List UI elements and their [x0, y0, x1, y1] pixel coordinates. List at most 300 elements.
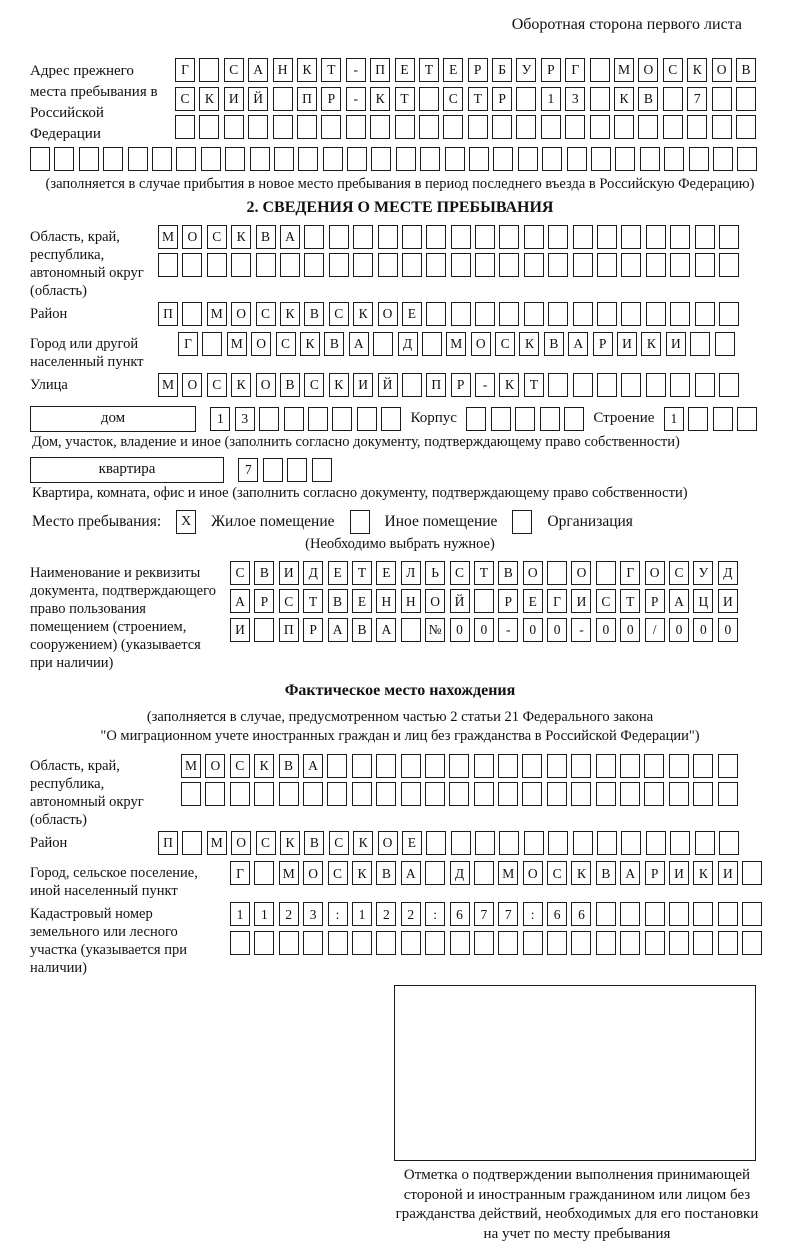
form-cell[interactable]	[646, 831, 666, 855]
form-cell[interactable]: С	[230, 561, 250, 585]
form-cell[interactable]	[621, 253, 641, 277]
form-cell[interactable]	[640, 147, 660, 171]
form-cell[interactable]	[669, 931, 689, 955]
form-cell[interactable]	[304, 253, 324, 277]
form-cell[interactable]	[695, 302, 715, 326]
form-cell[interactable]: В	[596, 861, 616, 885]
form-cell[interactable]	[571, 754, 591, 778]
form-cell[interactable]	[547, 931, 567, 955]
form-cell[interactable]: В	[304, 831, 324, 855]
form-cell[interactable]	[205, 782, 225, 806]
form-cell[interactable]	[499, 302, 519, 326]
form-cell[interactable]: С	[276, 332, 296, 356]
form-cell[interactable]	[451, 302, 471, 326]
form-cell[interactable]	[332, 407, 352, 431]
form-cell[interactable]: 3	[565, 87, 585, 111]
form-cell[interactable]	[474, 782, 494, 806]
form-cell[interactable]	[321, 115, 341, 139]
form-cell[interactable]	[396, 147, 416, 171]
form-cell[interactable]	[103, 147, 123, 171]
form-cell[interactable]	[224, 115, 244, 139]
form-cell[interactable]: :	[523, 902, 543, 926]
form-cell[interactable]: Е	[352, 589, 372, 613]
form-cell[interactable]	[547, 754, 567, 778]
form-cell[interactable]: А	[401, 861, 421, 885]
form-cell[interactable]	[742, 902, 762, 926]
form-cell[interactable]	[523, 931, 543, 955]
form-cell[interactable]: К	[687, 58, 707, 82]
form-cell[interactable]	[670, 302, 690, 326]
form-cell[interactable]	[597, 253, 617, 277]
form-cell[interactable]	[597, 225, 617, 249]
form-cell[interactable]	[498, 782, 518, 806]
form-cell[interactable]: 1	[230, 902, 250, 926]
form-cell[interactable]: К	[254, 754, 274, 778]
form-cell[interactable]	[475, 302, 495, 326]
form-cell[interactable]: 0	[596, 618, 616, 642]
form-cell[interactable]: :	[425, 902, 445, 926]
form-cell[interactable]	[715, 332, 735, 356]
form-cell[interactable]	[419, 115, 439, 139]
form-cell[interactable]	[274, 147, 294, 171]
form-cell[interactable]	[254, 861, 274, 885]
form-cell[interactable]: К	[641, 332, 661, 356]
form-cell[interactable]	[719, 373, 739, 397]
form-cell[interactable]: С	[175, 87, 195, 111]
form-cell[interactable]: О	[638, 58, 658, 82]
form-cell[interactable]: А	[230, 589, 250, 613]
form-cell[interactable]	[273, 115, 293, 139]
form-cell[interactable]: О	[712, 58, 732, 82]
form-cell[interactable]	[401, 931, 421, 955]
checkbox-inoe-pomeshchenie[interactable]	[350, 510, 370, 534]
form-cell[interactable]	[303, 782, 323, 806]
form-cell[interactable]: С	[663, 58, 683, 82]
form-cell[interactable]	[596, 782, 616, 806]
form-cell[interactable]	[713, 407, 733, 431]
form-cell[interactable]: О	[182, 373, 202, 397]
form-cell[interactable]	[231, 253, 251, 277]
form-cell[interactable]	[230, 931, 250, 955]
form-cell[interactable]: К	[353, 302, 373, 326]
form-cell[interactable]: В	[256, 225, 276, 249]
form-cell[interactable]: 2	[401, 902, 421, 926]
form-cell[interactable]	[620, 902, 640, 926]
form-cell[interactable]	[445, 147, 465, 171]
form-cell[interactable]	[327, 754, 347, 778]
form-cell[interactable]: Д	[398, 332, 418, 356]
form-cell[interactable]: К	[231, 225, 251, 249]
form-cell[interactable]: О	[182, 225, 202, 249]
form-cell[interactable]: Р	[254, 589, 274, 613]
form-cell[interactable]: 1	[254, 902, 274, 926]
form-cell[interactable]: К	[280, 302, 300, 326]
form-cell[interactable]	[182, 253, 202, 277]
form-cell[interactable]	[176, 147, 196, 171]
form-cell[interactable]	[401, 782, 421, 806]
form-cell[interactable]	[175, 115, 195, 139]
form-cell[interactable]	[353, 253, 373, 277]
form-cell[interactable]	[254, 618, 274, 642]
form-cell[interactable]: А	[376, 618, 396, 642]
form-cell[interactable]	[376, 754, 396, 778]
form-cell[interactable]: 0	[547, 618, 567, 642]
form-cell[interactable]: 1	[541, 87, 561, 111]
form-cell[interactable]	[620, 782, 640, 806]
form-cell[interactable]: К	[499, 373, 519, 397]
form-cell[interactable]	[450, 931, 470, 955]
form-cell[interactable]	[713, 147, 733, 171]
form-cell[interactable]: Р	[645, 861, 665, 885]
form-cell[interactable]	[571, 782, 591, 806]
form-cell[interactable]	[688, 407, 708, 431]
form-cell[interactable]	[182, 302, 202, 326]
form-cell[interactable]	[303, 931, 323, 955]
form-cell[interactable]: 6	[547, 902, 567, 926]
form-cell[interactable]: А	[328, 618, 348, 642]
form-cell[interactable]: Г	[620, 561, 640, 585]
form-cell[interactable]	[693, 931, 713, 955]
form-cell[interactable]: И	[224, 87, 244, 111]
form-cell[interactable]: П	[426, 373, 446, 397]
form-cell[interactable]: Р	[593, 332, 613, 356]
form-cell[interactable]: У	[693, 561, 713, 585]
form-cell[interactable]: 0	[718, 618, 738, 642]
form-cell[interactable]	[312, 458, 332, 482]
form-cell[interactable]: 2	[376, 902, 396, 926]
form-cell[interactable]: П	[158, 831, 178, 855]
form-cell[interactable]	[596, 754, 616, 778]
form-cell[interactable]: К	[300, 332, 320, 356]
form-cell[interactable]	[201, 147, 221, 171]
form-cell[interactable]: Т	[395, 87, 415, 111]
form-cell[interactable]: Т	[352, 561, 372, 585]
form-cell[interactable]	[352, 931, 372, 955]
form-cell[interactable]	[347, 147, 367, 171]
form-cell[interactable]	[736, 115, 756, 139]
form-cell[interactable]: Н	[376, 589, 396, 613]
form-cell[interactable]: О	[471, 332, 491, 356]
form-cell[interactable]: С	[329, 831, 349, 855]
form-cell[interactable]	[718, 782, 738, 806]
form-cell[interactable]	[225, 147, 245, 171]
form-cell[interactable]: С	[207, 373, 227, 397]
form-cell[interactable]: И	[617, 332, 637, 356]
form-cell[interactable]: К	[352, 861, 372, 885]
form-cell[interactable]: И	[666, 332, 686, 356]
form-cell[interactable]	[695, 225, 715, 249]
form-cell[interactable]: Р	[468, 58, 488, 82]
form-cell[interactable]	[547, 561, 567, 585]
form-cell[interactable]	[669, 754, 689, 778]
form-cell[interactable]: Р	[321, 87, 341, 111]
form-cell[interactable]	[79, 147, 99, 171]
form-cell[interactable]	[669, 902, 689, 926]
form-cell[interactable]	[451, 831, 471, 855]
form-cell[interactable]: К	[693, 861, 713, 885]
form-cell[interactable]	[152, 147, 172, 171]
form-cell[interactable]	[693, 902, 713, 926]
form-cell[interactable]: 7	[238, 458, 258, 482]
form-cell[interactable]	[475, 225, 495, 249]
form-cell[interactable]	[645, 931, 665, 955]
form-cell[interactable]	[548, 373, 568, 397]
form-cell[interactable]	[256, 253, 276, 277]
form-cell[interactable]	[615, 147, 635, 171]
form-cell[interactable]	[540, 407, 560, 431]
form-cell[interactable]: 1	[210, 407, 230, 431]
form-cell[interactable]: Р	[498, 589, 518, 613]
form-cell[interactable]: В	[280, 373, 300, 397]
form-cell[interactable]	[719, 253, 739, 277]
form-cell[interactable]: И	[571, 589, 591, 613]
form-cell[interactable]: О	[571, 561, 591, 585]
form-cell[interactable]: О	[256, 373, 276, 397]
form-cell[interactable]: Т	[468, 87, 488, 111]
form-cell[interactable]: -	[498, 618, 518, 642]
form-cell[interactable]: Г	[230, 861, 250, 885]
form-cell[interactable]: К	[329, 373, 349, 397]
form-cell[interactable]	[565, 115, 585, 139]
form-cell[interactable]: А	[303, 754, 323, 778]
form-cell[interactable]	[621, 831, 641, 855]
form-cell[interactable]	[449, 782, 469, 806]
form-cell[interactable]	[719, 831, 739, 855]
form-cell[interactable]	[158, 253, 178, 277]
form-cell[interactable]	[378, 225, 398, 249]
form-cell[interactable]	[498, 931, 518, 955]
form-cell[interactable]: 0	[450, 618, 470, 642]
form-cell[interactable]: В	[736, 58, 756, 82]
form-cell[interactable]: Г	[565, 58, 585, 82]
form-cell[interactable]: С	[669, 561, 689, 585]
form-cell[interactable]: С	[547, 861, 567, 885]
form-cell[interactable]	[248, 115, 268, 139]
form-cell[interactable]: 6	[571, 902, 591, 926]
form-cell[interactable]: М	[614, 58, 634, 82]
form-cell[interactable]	[402, 225, 422, 249]
form-cell[interactable]: У	[516, 58, 536, 82]
form-cell[interactable]	[499, 831, 519, 855]
form-cell[interactable]	[522, 754, 542, 778]
form-cell[interactable]	[182, 831, 202, 855]
form-cell[interactable]	[596, 931, 616, 955]
form-cell[interactable]	[353, 225, 373, 249]
form-cell[interactable]: С	[207, 225, 227, 249]
form-cell[interactable]: Т	[321, 58, 341, 82]
form-cell[interactable]: С	[256, 302, 276, 326]
form-cell[interactable]: О	[251, 332, 271, 356]
form-cell[interactable]: И	[669, 861, 689, 885]
form-cell[interactable]	[250, 147, 270, 171]
form-cell[interactable]	[499, 253, 519, 277]
form-cell[interactable]	[542, 147, 562, 171]
form-cell[interactable]: 7	[474, 902, 494, 926]
form-cell[interactable]	[420, 147, 440, 171]
form-cell[interactable]: О	[523, 561, 543, 585]
form-cell[interactable]: Р	[303, 618, 323, 642]
form-cell[interactable]: В	[376, 861, 396, 885]
form-cell[interactable]	[597, 831, 617, 855]
form-cell[interactable]	[591, 147, 611, 171]
form-cell[interactable]	[573, 225, 593, 249]
form-cell[interactable]: Е	[402, 831, 422, 855]
form-cell[interactable]: В	[279, 754, 299, 778]
form-cell[interactable]	[401, 754, 421, 778]
form-cell[interactable]: Н	[273, 58, 293, 82]
form-cell[interactable]	[346, 115, 366, 139]
form-cell[interactable]	[742, 931, 762, 955]
form-cell[interactable]	[524, 302, 544, 326]
form-cell[interactable]: В	[328, 589, 348, 613]
form-cell[interactable]: С	[495, 332, 515, 356]
form-cell[interactable]: /	[645, 618, 665, 642]
form-cell[interactable]: А	[248, 58, 268, 82]
form-cell[interactable]	[718, 931, 738, 955]
form-cell[interactable]: 1	[664, 407, 684, 431]
form-cell[interactable]: -	[346, 87, 366, 111]
form-cell[interactable]	[695, 253, 715, 277]
form-cell[interactable]	[564, 407, 584, 431]
form-cell[interactable]	[670, 253, 690, 277]
form-cell[interactable]: М	[227, 332, 247, 356]
form-cell[interactable]: С	[304, 373, 324, 397]
form-cell[interactable]: Р	[541, 58, 561, 82]
form-cell[interactable]	[693, 782, 713, 806]
form-cell[interactable]	[742, 861, 762, 885]
form-cell[interactable]	[298, 147, 318, 171]
form-cell[interactable]	[522, 782, 542, 806]
form-cell[interactable]: М	[181, 754, 201, 778]
form-cell[interactable]	[669, 782, 689, 806]
form-cell[interactable]: М	[158, 225, 178, 249]
form-cell[interactable]: В	[352, 618, 372, 642]
form-cell[interactable]: Т	[620, 589, 640, 613]
form-cell[interactable]: К	[280, 831, 300, 855]
form-cell[interactable]	[687, 115, 707, 139]
form-cell[interactable]: О	[645, 561, 665, 585]
form-cell[interactable]	[524, 225, 544, 249]
form-cell[interactable]	[646, 225, 666, 249]
form-cell[interactable]	[474, 754, 494, 778]
form-cell[interactable]: Р	[492, 87, 512, 111]
form-cell[interactable]: С	[329, 302, 349, 326]
form-cell[interactable]: -	[475, 373, 495, 397]
form-cell[interactable]: О	[378, 831, 398, 855]
form-cell[interactable]: О	[205, 754, 225, 778]
form-cell[interactable]: А	[349, 332, 369, 356]
form-cell[interactable]	[573, 253, 593, 277]
form-cell[interactable]	[548, 302, 568, 326]
form-cell[interactable]: А	[568, 332, 588, 356]
form-cell[interactable]	[670, 373, 690, 397]
form-cell[interactable]	[693, 754, 713, 778]
form-cell[interactable]: Ь	[425, 561, 445, 585]
form-cell[interactable]	[590, 87, 610, 111]
form-cell[interactable]: М	[279, 861, 299, 885]
form-cell[interactable]	[254, 931, 274, 955]
form-cell[interactable]: С	[256, 831, 276, 855]
form-cell[interactable]	[451, 253, 471, 277]
form-cell[interactable]: К	[571, 861, 591, 885]
form-cell[interactable]: Ц	[693, 589, 713, 613]
form-cell[interactable]: К	[297, 58, 317, 82]
form-cell[interactable]: М	[207, 302, 227, 326]
form-cell[interactable]: П	[370, 58, 390, 82]
form-cell[interactable]	[287, 458, 307, 482]
form-cell[interactable]	[646, 373, 666, 397]
form-cell[interactable]	[402, 373, 422, 397]
form-cell[interactable]: К	[370, 87, 390, 111]
form-cell[interactable]	[297, 115, 317, 139]
form-cell[interactable]	[259, 407, 279, 431]
form-cell[interactable]	[395, 115, 415, 139]
form-cell[interactable]: С	[450, 561, 470, 585]
form-cell[interactable]	[425, 754, 445, 778]
form-cell[interactable]	[451, 225, 471, 249]
form-cell[interactable]	[663, 115, 683, 139]
form-cell[interactable]: :	[328, 902, 348, 926]
form-cell[interactable]	[468, 115, 488, 139]
form-cell[interactable]: В	[304, 302, 324, 326]
form-cell[interactable]: К	[199, 87, 219, 111]
form-cell[interactable]: И	[230, 618, 250, 642]
form-cell[interactable]: 0	[669, 618, 689, 642]
form-cell[interactable]: -	[346, 58, 366, 82]
form-cell[interactable]	[515, 407, 535, 431]
form-cell[interactable]: П	[279, 618, 299, 642]
form-cell[interactable]	[597, 302, 617, 326]
form-cell[interactable]: Е	[395, 58, 415, 82]
form-cell[interactable]	[646, 302, 666, 326]
form-cell[interactable]: В	[544, 332, 564, 356]
form-cell[interactable]	[419, 87, 439, 111]
form-cell[interactable]	[373, 332, 393, 356]
form-cell[interactable]	[475, 253, 495, 277]
form-cell[interactable]	[737, 407, 757, 431]
form-cell[interactable]	[230, 782, 250, 806]
form-cell[interactable]	[644, 782, 664, 806]
form-cell[interactable]	[567, 147, 587, 171]
form-cell[interactable]	[690, 332, 710, 356]
form-cell[interactable]	[54, 147, 74, 171]
form-cell[interactable]	[449, 754, 469, 778]
form-cell[interactable]	[596, 561, 616, 585]
form-cell[interactable]	[401, 618, 421, 642]
form-cell[interactable]	[304, 225, 324, 249]
form-cell[interactable]	[718, 754, 738, 778]
form-cell[interactable]	[638, 115, 658, 139]
form-cell[interactable]: Г	[178, 332, 198, 356]
form-cell[interactable]: Е	[376, 561, 396, 585]
form-cell[interactable]: 0	[474, 618, 494, 642]
form-cell[interactable]	[466, 407, 486, 431]
form-cell[interactable]	[323, 147, 343, 171]
form-cell[interactable]: 6	[450, 902, 470, 926]
form-cell[interactable]	[263, 458, 283, 482]
form-cell[interactable]	[719, 225, 739, 249]
form-cell[interactable]	[573, 373, 593, 397]
form-cell[interactable]	[329, 225, 349, 249]
form-cell[interactable]: О	[231, 302, 251, 326]
form-cell[interactable]	[475, 831, 495, 855]
form-cell[interactable]: В	[254, 561, 274, 585]
form-cell[interactable]	[670, 831, 690, 855]
form-cell[interactable]	[621, 302, 641, 326]
form-cell[interactable]	[718, 902, 738, 926]
form-cell[interactable]	[737, 147, 757, 171]
form-cell[interactable]: К	[614, 87, 634, 111]
